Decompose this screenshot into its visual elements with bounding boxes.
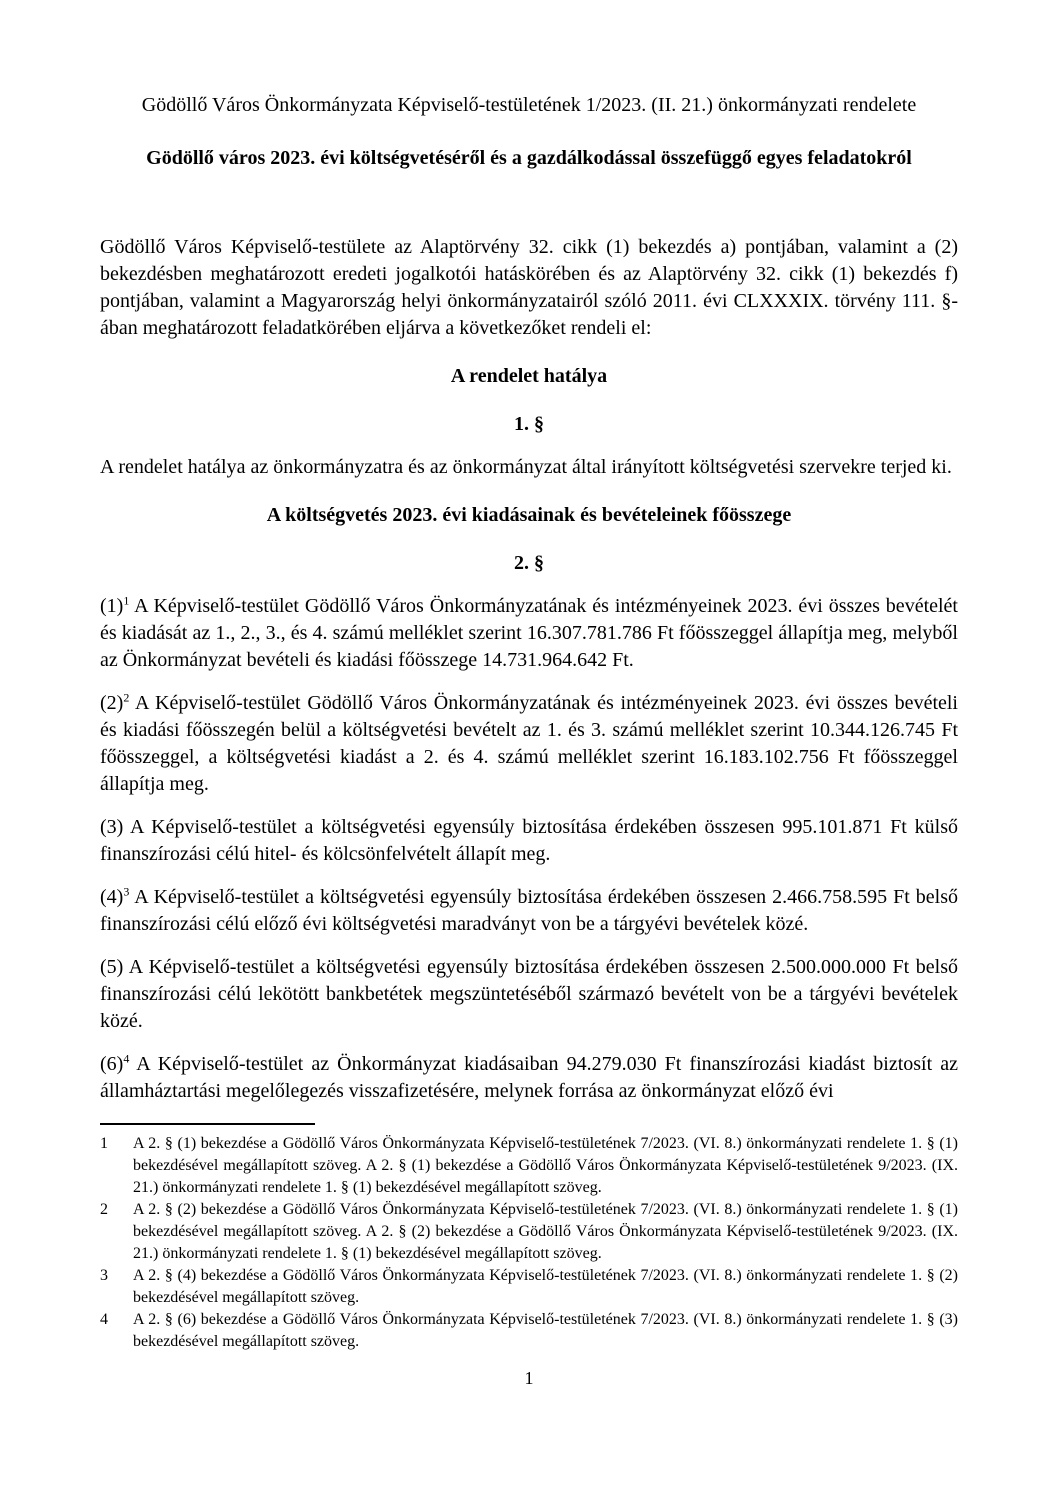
- footnote-item: [100, 1133, 958, 1199]
- section-heading-scope: A rendelet hatálya: [450, 365, 608, 387]
- body-paragraph-1: [100, 593, 958, 674]
- footnote-number: 1: [100, 1135, 108, 1152]
- section-heading-budget-totals: A költségvetés 2023. évi kiadásainak és bevételeinek főösszege: [266, 504, 792, 526]
- footnote-item: [100, 1265, 958, 1309]
- footnote-text: A 2. § (4) bekezdése a Gödöllő Város Önkormányzata Képviselő-testületének 7/2023. (VI. 8.) önkormányzati rendelete 1. § (2) bekezdésével megállapított szöveg.: [133, 1267, 958, 1306]
- body-paragraph-4: [100, 884, 958, 938]
- footnote-reference: 2: [123, 690, 130, 705]
- footnote-number: 3: [100, 1267, 108, 1284]
- document-title: Gödöllő Város Önkormányzata Képviselő-testületének 1/2023. (II. 21.) önkormányzati rendelete: [141, 94, 917, 116]
- paragraph-text: A Képviselő-testület a költségvetési egyensúly biztosítása érdekében összesen 2.466.758.595 Ft belső finanszírozási célú előző évi költségvetési maradványt von be a tárgyévi bevételek közé.: [100, 886, 958, 935]
- footnote-reference: 4: [123, 1051, 130, 1066]
- paragraph-marker: (4): [100, 886, 124, 908]
- paragraph-text: A Képviselő-testület a költségvetési egyensúly biztosítása érdekében összesen 995.101.871 Ft külső finanszírozási célú hitel- és kölcsönfelvételt állapít meg.: [100, 816, 958, 865]
- footnote-item: [100, 1199, 958, 1265]
- footnote-reference: 1: [123, 593, 130, 608]
- document-subtitle: Gödöllő város 2023. évi költségvetéséről és a gazdálkodással összefüggő egyes feladatokról: [146, 147, 912, 169]
- body-paragraph-5: [100, 954, 958, 1035]
- footnote-separator: [100, 1123, 315, 1125]
- body-paragraph-scope: [100, 454, 958, 481]
- paragraph-marker: (6): [100, 1053, 124, 1075]
- footnote-text: A 2. § (2) bekezdése a Gödöllő Város Önkormányzata Képviselő-testületének 7/2023. (VI. 8.) önkormányzati rendelete 1. § (1) bekezdésével megállapított szöveg. A 2. § (2) bekezdése a Gödöllő Város Önkormányzata Képviselő-testületének 9/2023. (IX. 21.) önkormányzati rendelete 1. § (1) bekezdésével megállapított szöveg.: [133, 1201, 958, 1262]
- paragraph-marker: (3): [100, 816, 124, 838]
- footnote-text: A 2. § (6) bekezdése a Gödöllő Város Önkormányzata Képviselő-testületének 7/2023. (VI. 8.) önkormányzati rendelete 1. § (3) bekezdésével megállapított szöveg.: [133, 1311, 958, 1350]
- preamble-paragraph: Gödöllő Város Képviselő-testülete az Alaptörvény 32. cikk (1) bekezdés a) pontjában, valamint a (2) bekezdésben meghatározott eredeti jogalkotói hatáskörében és az Alaptörvény 32. cikk (1) bekezdés f) pontjában, valamint a Magyarország helyi önkormányzatairól szóló 2011. évi CLXXXIX. törvény 111. §-ában meghatározott feladatkörében eljárva a következőket rendeli el:: [100, 236, 958, 339]
- paragraph-text: A Képviselő-testület az Önkormányzat kiadásaiban 94.279.030 Ft finanszírozási kiadást biztosít az államháztartási megelőlegezés visszafizetésére, melynek forrása az önkormányzat előző évi: [100, 1053, 958, 1102]
- paragraph-text: A rendelet hatálya az önkormányzatra és az önkormányzat által irányított költségvetési szervekre terjed ki.: [100, 456, 952, 478]
- paragraph-text: A Képviselő-testület Gödöllő Város Önkormányzatának és intézményeinek 2023. évi összes bevételét és kiadását az 1., 2., 3., és 4. számú melléklet szerint 16.307.781.786 Ft főösszeggel állapítja meg, melyből az Önkormányzat bevételi és kiadási főösszege 14.731.964.642 Ft.: [100, 595, 958, 671]
- body-paragraph-6: [100, 1051, 958, 1105]
- footnote-number: 4: [100, 1311, 108, 1328]
- footnote-area: [100, 1123, 958, 1353]
- page-number: 1: [524, 1368, 534, 1388]
- footnote-reference: 3: [123, 884, 130, 899]
- footnote-item: [100, 1309, 958, 1353]
- paragraph-marker: (2): [100, 692, 124, 714]
- article-number-2: 2. §: [514, 552, 544, 574]
- paragraph-text: A Képviselő-testület a költségvetési egyensúly biztosítása érdekében összesen 2.500.000.000 Ft belső finanszírozási célú lekötött bankbetétek megszüntetéséből származó bevételt von be a tárgyévi bevételek közé.: [100, 956, 958, 1032]
- body-paragraph-2: [100, 690, 958, 798]
- footnote-number: 2: [100, 1201, 108, 1218]
- footnote-text: A 2. § (1) bekezdése a Gödöllő Város Önkormányzata Képviselő-testületének 7/2023. (VI. 8.) önkormányzati rendelete 1. § (1) bekezdésével megállapított szöveg. A 2. § (1) bekezdése a Gödöllő Város Önkormányzata Képviselő-testületének 9/2023. (IX. 21.) önkormányzati rendelete 1. § (1) bekezdésével megállapított szöveg.: [133, 1135, 958, 1196]
- body-paragraph-3: [100, 814, 958, 868]
- paragraph-text: A Képviselő-testület Gödöllő Város Önkormányzatának és intézményeinek 2023. évi összes bevételi és kiadási főösszegén belül a költségvetési bevételt az 1. és 3. számú melléklet szerint 10.344.126.745 Ft főösszeggel, a költségvetési kiadást a 2. és 4. számú melléklet szerint 16.183.102.756 Ft főösszeggel állapítja meg.: [100, 692, 958, 795]
- paragraph-marker: (1): [100, 595, 124, 617]
- article-number-1: 1. §: [514, 413, 544, 435]
- paragraph-marker: (5): [100, 956, 124, 978]
